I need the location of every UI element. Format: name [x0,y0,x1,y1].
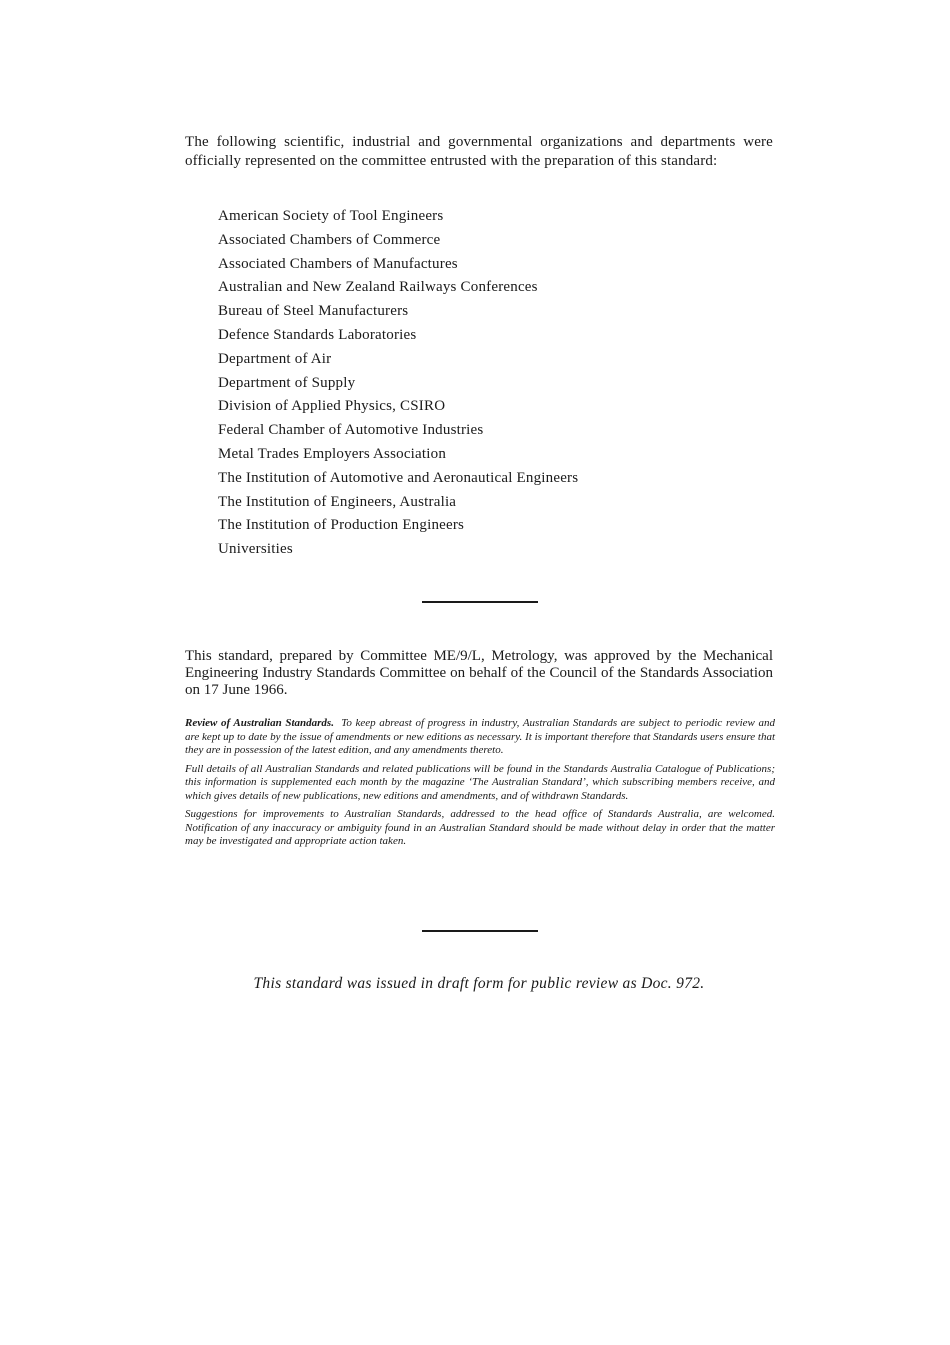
organization-item: Universities [218,541,293,558]
suggestions-note: Suggestions for improvements to Australian Standards, addressed to the head office of Standards Australia, are welcomed. Notification of any inaccuracy or ambiguity found in an Australian Standard should be made without delay in order that the matter may be investigated and appropriate action taken. [185,808,775,847]
review-note-text: To keep abreast of progress in industry, Australian Standards are subject to periodic review and are kept up to date by the issue of amendments or new editions as necessary. It is important therefore that Standards users ensure that they are in possession of the latest edition, and any amendments thereto. [185,717,775,756]
section-divider [422,601,538,603]
organization-list [218,205,578,562]
intro-paragraph: The following scientific, industrial and governmental organizations and departments were officially represented on the committee entrusted with the preparation of this standard: [185,134,773,169]
organization-item: The Institution of Production Engineers [218,517,465,534]
organization-item: The Institution of Automotive and Aeronautical Engineers [218,469,579,486]
organization-item: Associated Chambers of Manufactures [218,255,458,272]
organization-item: Australian and New Zealand Railways Conferences [218,279,538,296]
organization-item: Federal Chamber of Automotive Industries [218,422,484,439]
notes-block [185,717,775,854]
organization-item: Department of Supply [218,374,356,391]
draft-note: This standard was issued in draft form for public review as Doc. 972. [253,975,705,992]
section-divider [422,930,538,932]
organization-item: The Institution of Engineers, Australia [218,493,457,510]
organization-item: Metal Trades Employers Association [218,445,447,462]
details-note: Full details of all Australian Standards and related publications will be found in the Standards Australia Catalogue of Publications; this information is supplemented each month by the magazine ‘The Australian Standard’, which subscribing members receive, and which gives details of new publications, new editions and amendments, and of withdrawn Standards. [185,762,775,802]
organization-item: American Society of Tool Engineers [218,208,444,224]
organization-item: Division of Applied Physics, CSIRO [218,398,446,415]
approval-paragraph: This standard, prepared by Committee ME/9/L, Metrology, was approved by the Mechanical Engineering Industry Standards Committee on behalf of the Council of the Standards Association on 17 June 1966. [185,648,773,698]
organization-item: Bureau of Steel Manufacturers [218,303,409,320]
organization-item: Department of Air [218,350,332,367]
organization-item: Defence Standards Laboratories [218,326,417,343]
review-note-lead: Review of Australian Standards. [185,717,334,729]
organization-item: Associated Chambers of Commerce [218,231,441,248]
review-note [185,717,775,758]
